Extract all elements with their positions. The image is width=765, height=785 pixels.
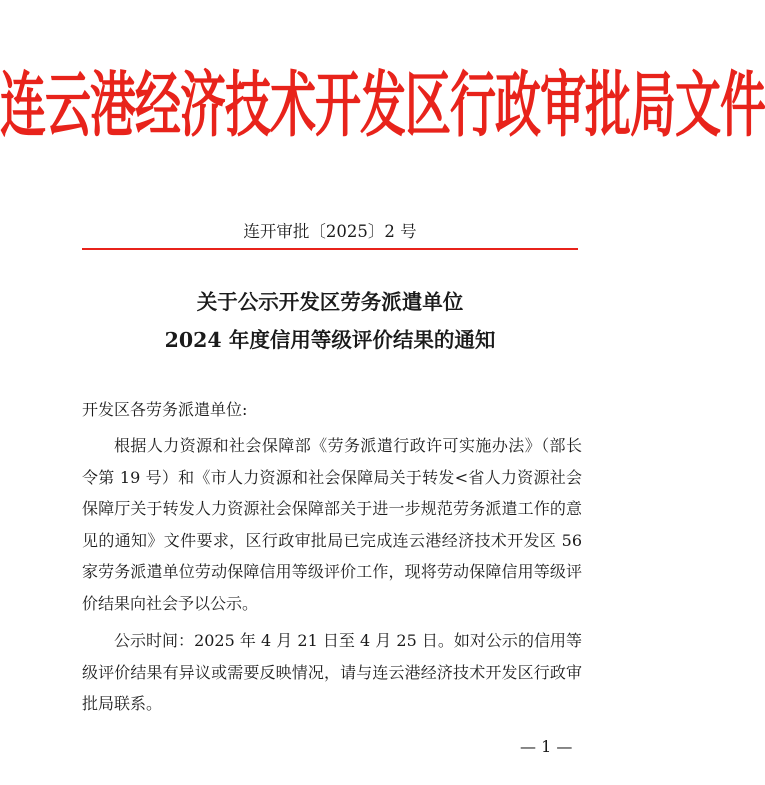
salutation: 开发区各劳务派遣单位: <box>82 400 248 419</box>
page-number: — 1 — <box>520 737 573 756</box>
body-paragraph-2: 公示时间：2025 年 4 月 21 日至 4 月 25 日。如对公示的信用等级评价结果有异议或需要反映情况，请与连云港经济技术开发区行政审批局联系。 <box>82 631 582 713</box>
red-divider-line <box>82 248 578 250</box>
masthead-title: 连云港经济技术开发区行政审批局文件 <box>0 62 765 147</box>
document-number: 连开审批〔2025〕2 号 <box>243 222 417 241</box>
notice-title-line-1: 关于公示开发区劳务派遣单位 <box>196 290 464 314</box>
notice-title-line-2: 2024 年度信用等级评价结果的通知 <box>164 328 496 352</box>
body-paragraph-1: 根据人力资源和社会保障部《劳务派遣行政许可实施办法》（部长令第 19 号）和《市人力资源和社会保障局关于转发<省人力资源社会保障厅关于转发人力资源社会保障部关于进一步规范劳务派遣工作的意见的通知》文件要求，区行政审批局已完成连云港经济技术开发区 56 家劳务派遣单位劳动保障信用等级评价工作，现将劳动保障信用等级评价结果向社会予以公示。 <box>82 436 582 613</box>
